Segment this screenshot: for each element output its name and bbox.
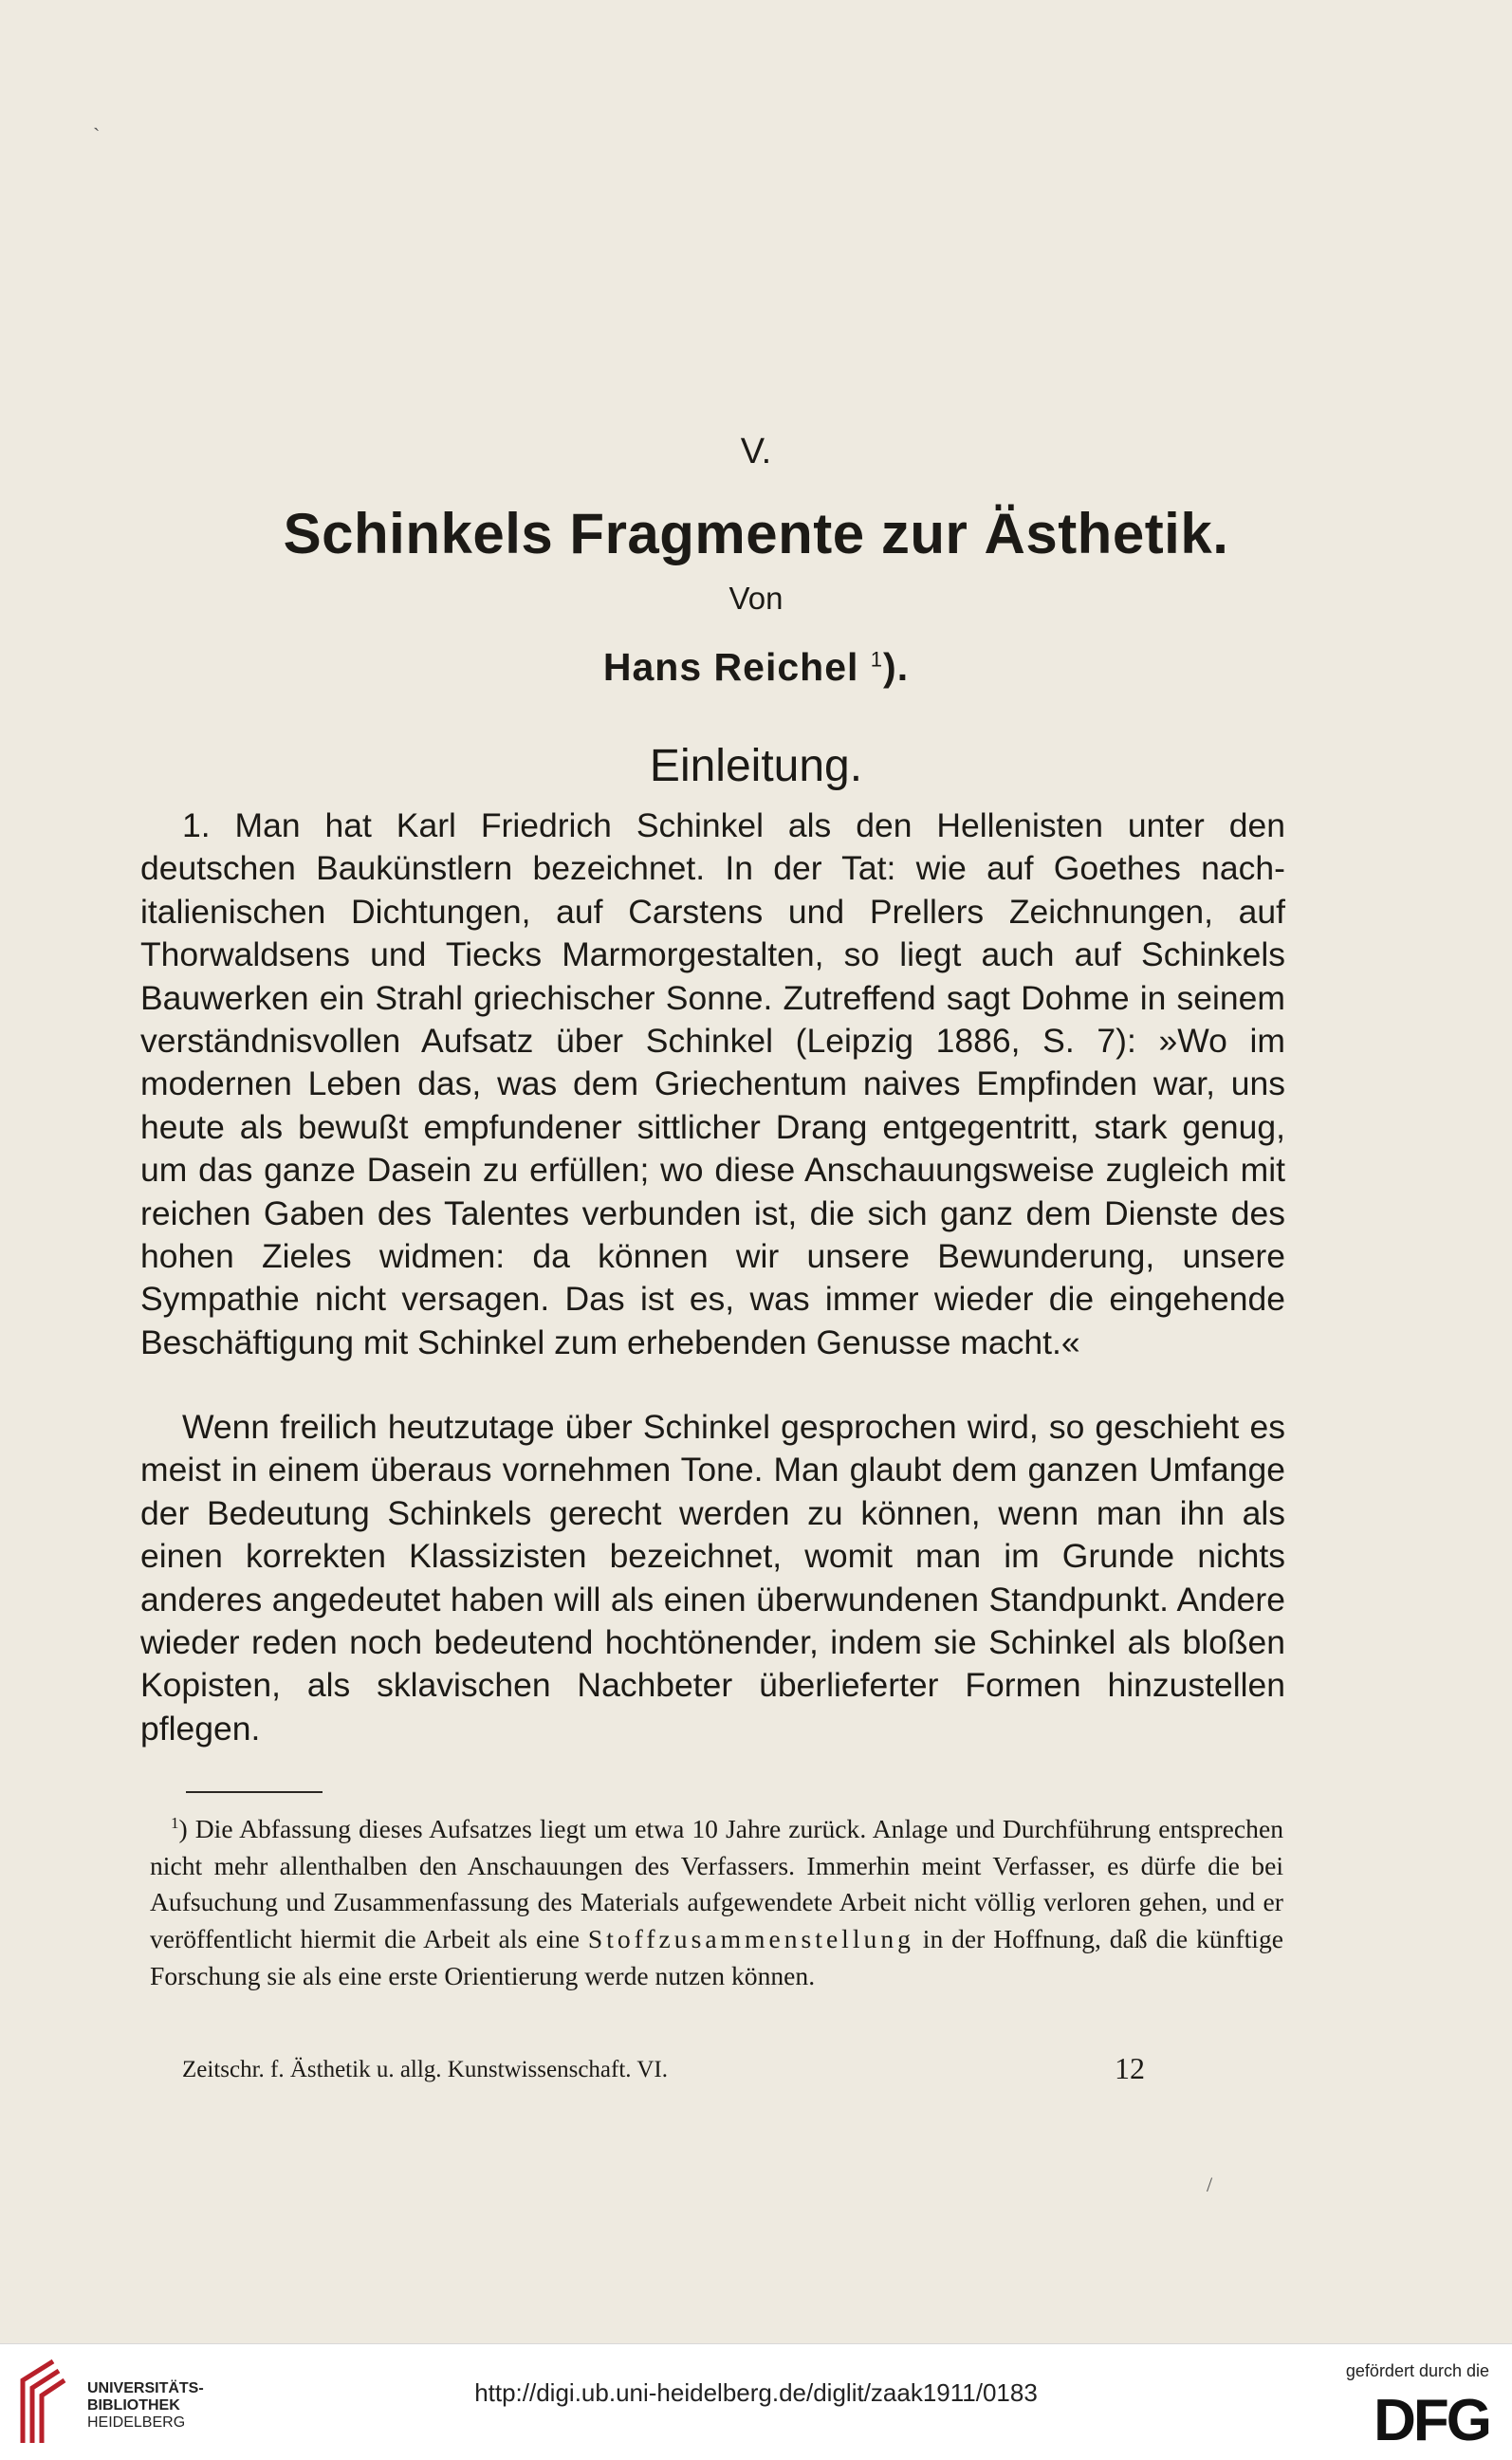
- funding-caption: gefördert durch die: [1345, 2361, 1489, 2380]
- footnote-mark: 1: [171, 1814, 179, 1832]
- page-number: 12: [1115, 2051, 1145, 2085]
- body-paragraph-1: [140, 805, 1285, 1364]
- article-title: Schinkels Fragmente zur Ästhetik.: [283, 502, 1229, 565]
- paragraph-text: Wenn freilich heutzutage über Schinkel gesprochen wird, so geschieht es meist in einem überaus vornehmen Tone. Man glaubt dem ganzen Umfange der Bedeutung Schinkels gerecht werden zu können, wenn man ihn als einen korrekten Klassizisten bezeichnet, womit man im Grunde nichts anderes angedeutet haben will als einen überwundenen Standpunkt. Andere wieder reden noch bedeutend hochtönender, indem sie Schinkel als bloßen Kopisten, als sklavischen Nachbeter überlieferter Formen hinzustellen pflegen.: [140, 1408, 1285, 1748]
- journal-signature: Zeitschr. f. Ästhetik u. allg. Kunstwissenschaft. VI.: [182, 2057, 668, 2082]
- footnote: [150, 1805, 1283, 1994]
- footnote-paragraph: [150, 1805, 1283, 1994]
- paragraph-text: 1. Man hat Karl Friedrich Schinkel als den Hellenisten unter den deutschen Baukünstlern bezeichnet. In der Tat: wie auf Goethes nach-italienischen Dichtungen, auf Carstens und Prellers Zeichnungen, auf Thorwaldsens und Tiecks Marmorgestalten, so liegt auch auf Schinkels Bauwerken ein Strahl griechischer Sonne. Zutreffend sagt Dohme in seinem verständnisvollen Aufsatz über Schinkel (Leipzig 1886, S. 7): »Wo im modernen Leben das, was dem Griechentum naives Empfinden war, uns heute als bewußt empfundener sittlicher Drang entgegentritt, stark genug, um das ganze Dasein zu erfüllen; wo diese Anschauungsweise zugleich mit reichen Gaben des Talentes verbunden ist, die sich ganz dem Dienste des hohen Zieles widmen: da können wir unsere Bewunderung, unsere Sympathie nicht versagen. Das ist es, was immer wieder die eingehende Beschäftigung mit Schinkel zum erhebenden Genusse macht.«: [140, 806, 1285, 1361]
- footnote-mark-close: ): [178, 1814, 188, 1844]
- dfg-logo[interactable]: DFG: [1374, 2388, 1489, 2453]
- footnote-text-before: Die Abfassung dieses Aufsatzes liegt um etwa 10 Jahre zurück. Anlage und Durchführung entsprechen nicht mehr allenthalben den Anschauungen des Verfassers. Immerhin meint Verfasser, es dürfe die bei Aufsuchung und Zusammenfassung des Materials aufgewendete Arbeit nicht völlig verloren gehen, und er veröffentlicht hiermit die Arbeit als eine: [150, 1814, 1283, 1953]
- permalink-url[interactable]: http://digi.ub.uni-heidelberg.de/diglit/zaak1911/0183: [474, 2378, 1038, 2407]
- pencil-mark: /: [1207, 2173, 1213, 2196]
- library-line-3: HEIDELBERG: [87, 2414, 186, 2431]
- author-footnote-end: ).: [883, 645, 910, 689]
- library-line-1: UNIVERSITÄTS-: [87, 2380, 204, 2396]
- author-line: [0, 645, 1512, 690]
- byline-von: Von: [728, 581, 784, 616]
- author-footnote-mark[interactable]: 1: [870, 647, 884, 672]
- library-line-2: BIBLIOTHEK: [87, 2397, 180, 2414]
- chapter-number: V.: [740, 432, 772, 472]
- footnote-separator: [186, 1791, 323, 1793]
- footnote-spaced-term: Stoffzusammenstellung: [587, 1923, 914, 1953]
- section-heading: Einleitung.: [649, 741, 863, 791]
- margin-mark: ˋ: [93, 123, 101, 147]
- author-name: Hans Reichel: [602, 645, 859, 689]
- body-paragraph-2: [140, 1406, 1285, 1750]
- footnote-text-after: in der Hoffnung, daß die künftige Forschung sie als eine erste Orientierung werde nutzen können.: [150, 1923, 1283, 1990]
- digitization-banner: [0, 2343, 1512, 2460]
